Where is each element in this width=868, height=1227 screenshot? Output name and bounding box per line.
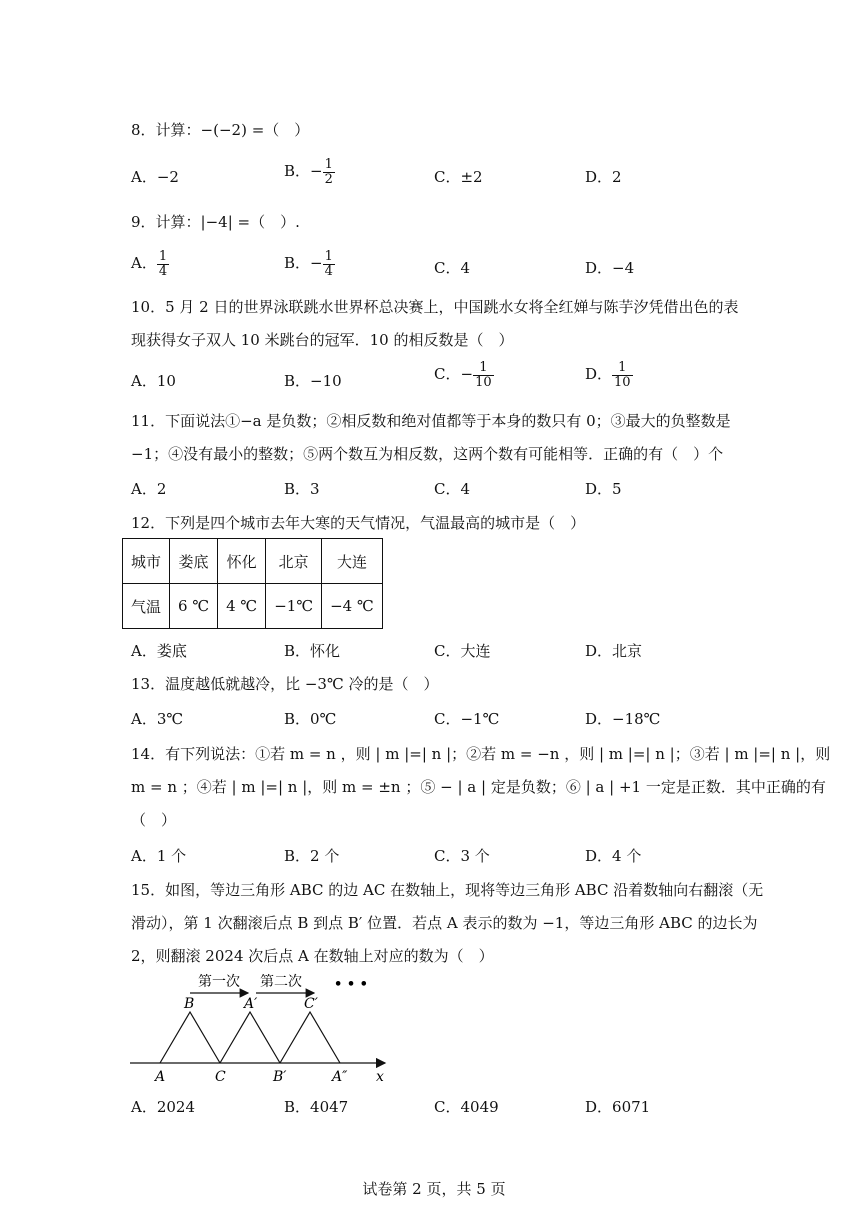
denominator: 4 — [158, 263, 168, 279]
q9-option-a — [131, 250, 169, 278]
point-label-c-prime: C′ — [304, 996, 318, 1012]
point-label-a-prime: A′ — [244, 996, 258, 1012]
numerator: 1 — [324, 249, 333, 264]
q13-option-c: C．−1℃ — [434, 710, 500, 728]
q11-option-c: C．4 — [434, 480, 471, 498]
q12-option-d: D．北京 — [585, 642, 643, 660]
option-label: B． — [284, 162, 311, 181]
denominator: 10 — [475, 374, 492, 390]
numerator: 1 — [473, 361, 494, 376]
option-label: B． — [284, 254, 311, 273]
q10-option-c — [434, 361, 494, 389]
question-15-line2: 滑动），第 1 次翻滚后点 B 到点 B′ 位置．若点 A 表示的数为 −1，等边三角形 ABC 的边长为 — [131, 914, 758, 932]
denominator: 2 — [324, 171, 333, 187]
question-10-line2: 现获得女子双人 10 米跳台的冠军．10 的相反数是（ ） — [131, 331, 514, 349]
question-15-line3: 2，则翻滚 2024 次后点 A 在数轴上对应的数为（ ） — [131, 947, 494, 965]
label-first-roll: 第一次 — [198, 974, 240, 990]
q8-option-c: C．±2 — [434, 168, 483, 186]
table-cell: 气温 — [123, 584, 170, 629]
question-8-stem: 8．计算：−(−2) =（ ） — [131, 121, 310, 139]
question-12-stem: 12．下列是四个城市去年大寒的天气情况，气温最高的城市是（ ） — [131, 514, 586, 532]
q9-option-b — [284, 250, 335, 278]
axis-label-x: x — [376, 1069, 384, 1085]
minus-sign: − — [310, 162, 323, 181]
q10-option-a: A．10 — [131, 372, 176, 390]
denominator: 10 — [614, 374, 631, 390]
q15-option-d: D．6071 — [585, 1098, 651, 1116]
q12-option-b: B．怀化 — [284, 642, 341, 660]
q12-option-a: A．娄底 — [131, 642, 187, 660]
q14-option-c: C．3 个 — [434, 847, 490, 865]
ellipsis: • • • — [334, 977, 368, 992]
question-10-line1: 10．5 月 2 日的世界泳联跳水世界杯总决赛上，中国跳水女将全红婵与陈芋汐凭借出色的表 — [131, 298, 739, 316]
point-label-a-double-prime: A″ — [332, 1069, 348, 1085]
table-cell: 娄底 — [170, 539, 218, 584]
question-14-line2: m = n ；④若 | m |=| n |，则 m = ±n ；⑤ − | a | 定是负数；⑥ | a | +1 一定是正数．其中正确的有 — [131, 778, 826, 796]
q13-option-d: D．−18℃ — [585, 710, 661, 728]
label-second-roll: 第二次 — [260, 974, 302, 990]
question-15-line1: 15．如图，等边三角形 ABC 的边 AC 在数轴上，现将等边三角形 ABC 沿着数轴向右翻滚（无 — [131, 881, 764, 899]
table-cell: 怀化 — [218, 539, 266, 584]
question-14-line1: 14．有下列说法：①若 m = n ，则 | m |=| n |；②若 m = −n ，则 | m |=| n |；③若 | m |=| n |，则 — [131, 745, 831, 763]
q10-option-d — [585, 361, 633, 389]
q11-option-d: D．5 — [585, 480, 622, 498]
denominator: 4 — [324, 263, 333, 279]
q8-option-d: D．2 — [585, 168, 622, 186]
numerator: 1 — [612, 361, 633, 376]
fraction — [157, 250, 169, 278]
question-11-line1: 11．下面说法①−a 是负数；②相反数和绝对值都等于本身的数只有 0；③最大的负整数是 — [131, 412, 731, 430]
fraction — [323, 158, 335, 186]
weather-table — [122, 538, 383, 629]
rolling-triangle-figure — [120, 968, 400, 1088]
fraction — [473, 361, 494, 389]
minus-sign: − — [310, 254, 323, 273]
q13-option-a: A．3℃ — [131, 710, 184, 728]
table-row — [123, 539, 383, 584]
option-label: C． — [434, 365, 461, 384]
fraction — [612, 361, 633, 389]
q10-option-b: B．−10 — [284, 372, 342, 390]
q14-option-a: A．1 个 — [131, 847, 187, 865]
q13-option-b: B．0℃ — [284, 710, 337, 728]
table-cell: 4 ℃ — [218, 584, 266, 629]
triangle-third — [280, 1012, 340, 1063]
q14-option-d: D．4 个 — [585, 847, 642, 865]
q11-option-b: B．3 — [284, 480, 320, 498]
q14-option-b: B．2 个 — [284, 847, 340, 865]
point-label-b: B — [184, 996, 195, 1012]
q8-option-b — [284, 158, 335, 186]
option-label: A． — [131, 254, 157, 273]
question-9-stem: 9．计算：|−4| =（ ）. — [131, 213, 300, 231]
q8-option-a: A．−2 — [131, 168, 179, 186]
question-11-line2: −1；④没有最小的整数；⑤两个数互为相反数，这两个数有可能相等．正确的有（ ）个 — [131, 445, 724, 463]
point-label-c: C — [215, 1069, 226, 1085]
table-cell: 大连 — [322, 539, 383, 584]
table-cell: −4 ℃ — [322, 584, 383, 629]
question-13-stem: 13．温度越低就越冷，比 −3℃ 冷的是（ ） — [131, 675, 439, 693]
numerator: 1 — [158, 249, 168, 264]
fraction — [323, 250, 335, 278]
triangle-second — [220, 1012, 280, 1063]
q11-option-a: A．2 — [131, 480, 167, 498]
question-14-line3: （ ） — [131, 811, 177, 829]
table-cell: 6 ℃ — [170, 584, 218, 629]
point-label-a: A — [155, 1069, 166, 1085]
q15-option-a: A．2024 — [131, 1098, 196, 1116]
page-footer: 试卷第 2 页，共 5 页 — [362, 1180, 506, 1198]
q9-option-c: C．4 — [434, 259, 471, 277]
minus-sign: − — [460, 365, 474, 384]
q15-option-c: C．4049 — [434, 1098, 499, 1116]
option-label: D． — [585, 365, 613, 384]
point-label-b-prime: B′ — [273, 1069, 287, 1085]
table-cell: −1℃ — [266, 584, 322, 629]
triangle-abc — [160, 1012, 220, 1063]
q12-option-c: C．大连 — [434, 642, 491, 660]
table-cell: 北京 — [266, 539, 322, 584]
q15-option-b: B．4047 — [284, 1098, 349, 1116]
table-row — [123, 584, 383, 629]
numerator: 1 — [324, 157, 333, 172]
q9-option-d: D．−4 — [585, 259, 635, 277]
table-cell: 城市 — [123, 539, 170, 584]
